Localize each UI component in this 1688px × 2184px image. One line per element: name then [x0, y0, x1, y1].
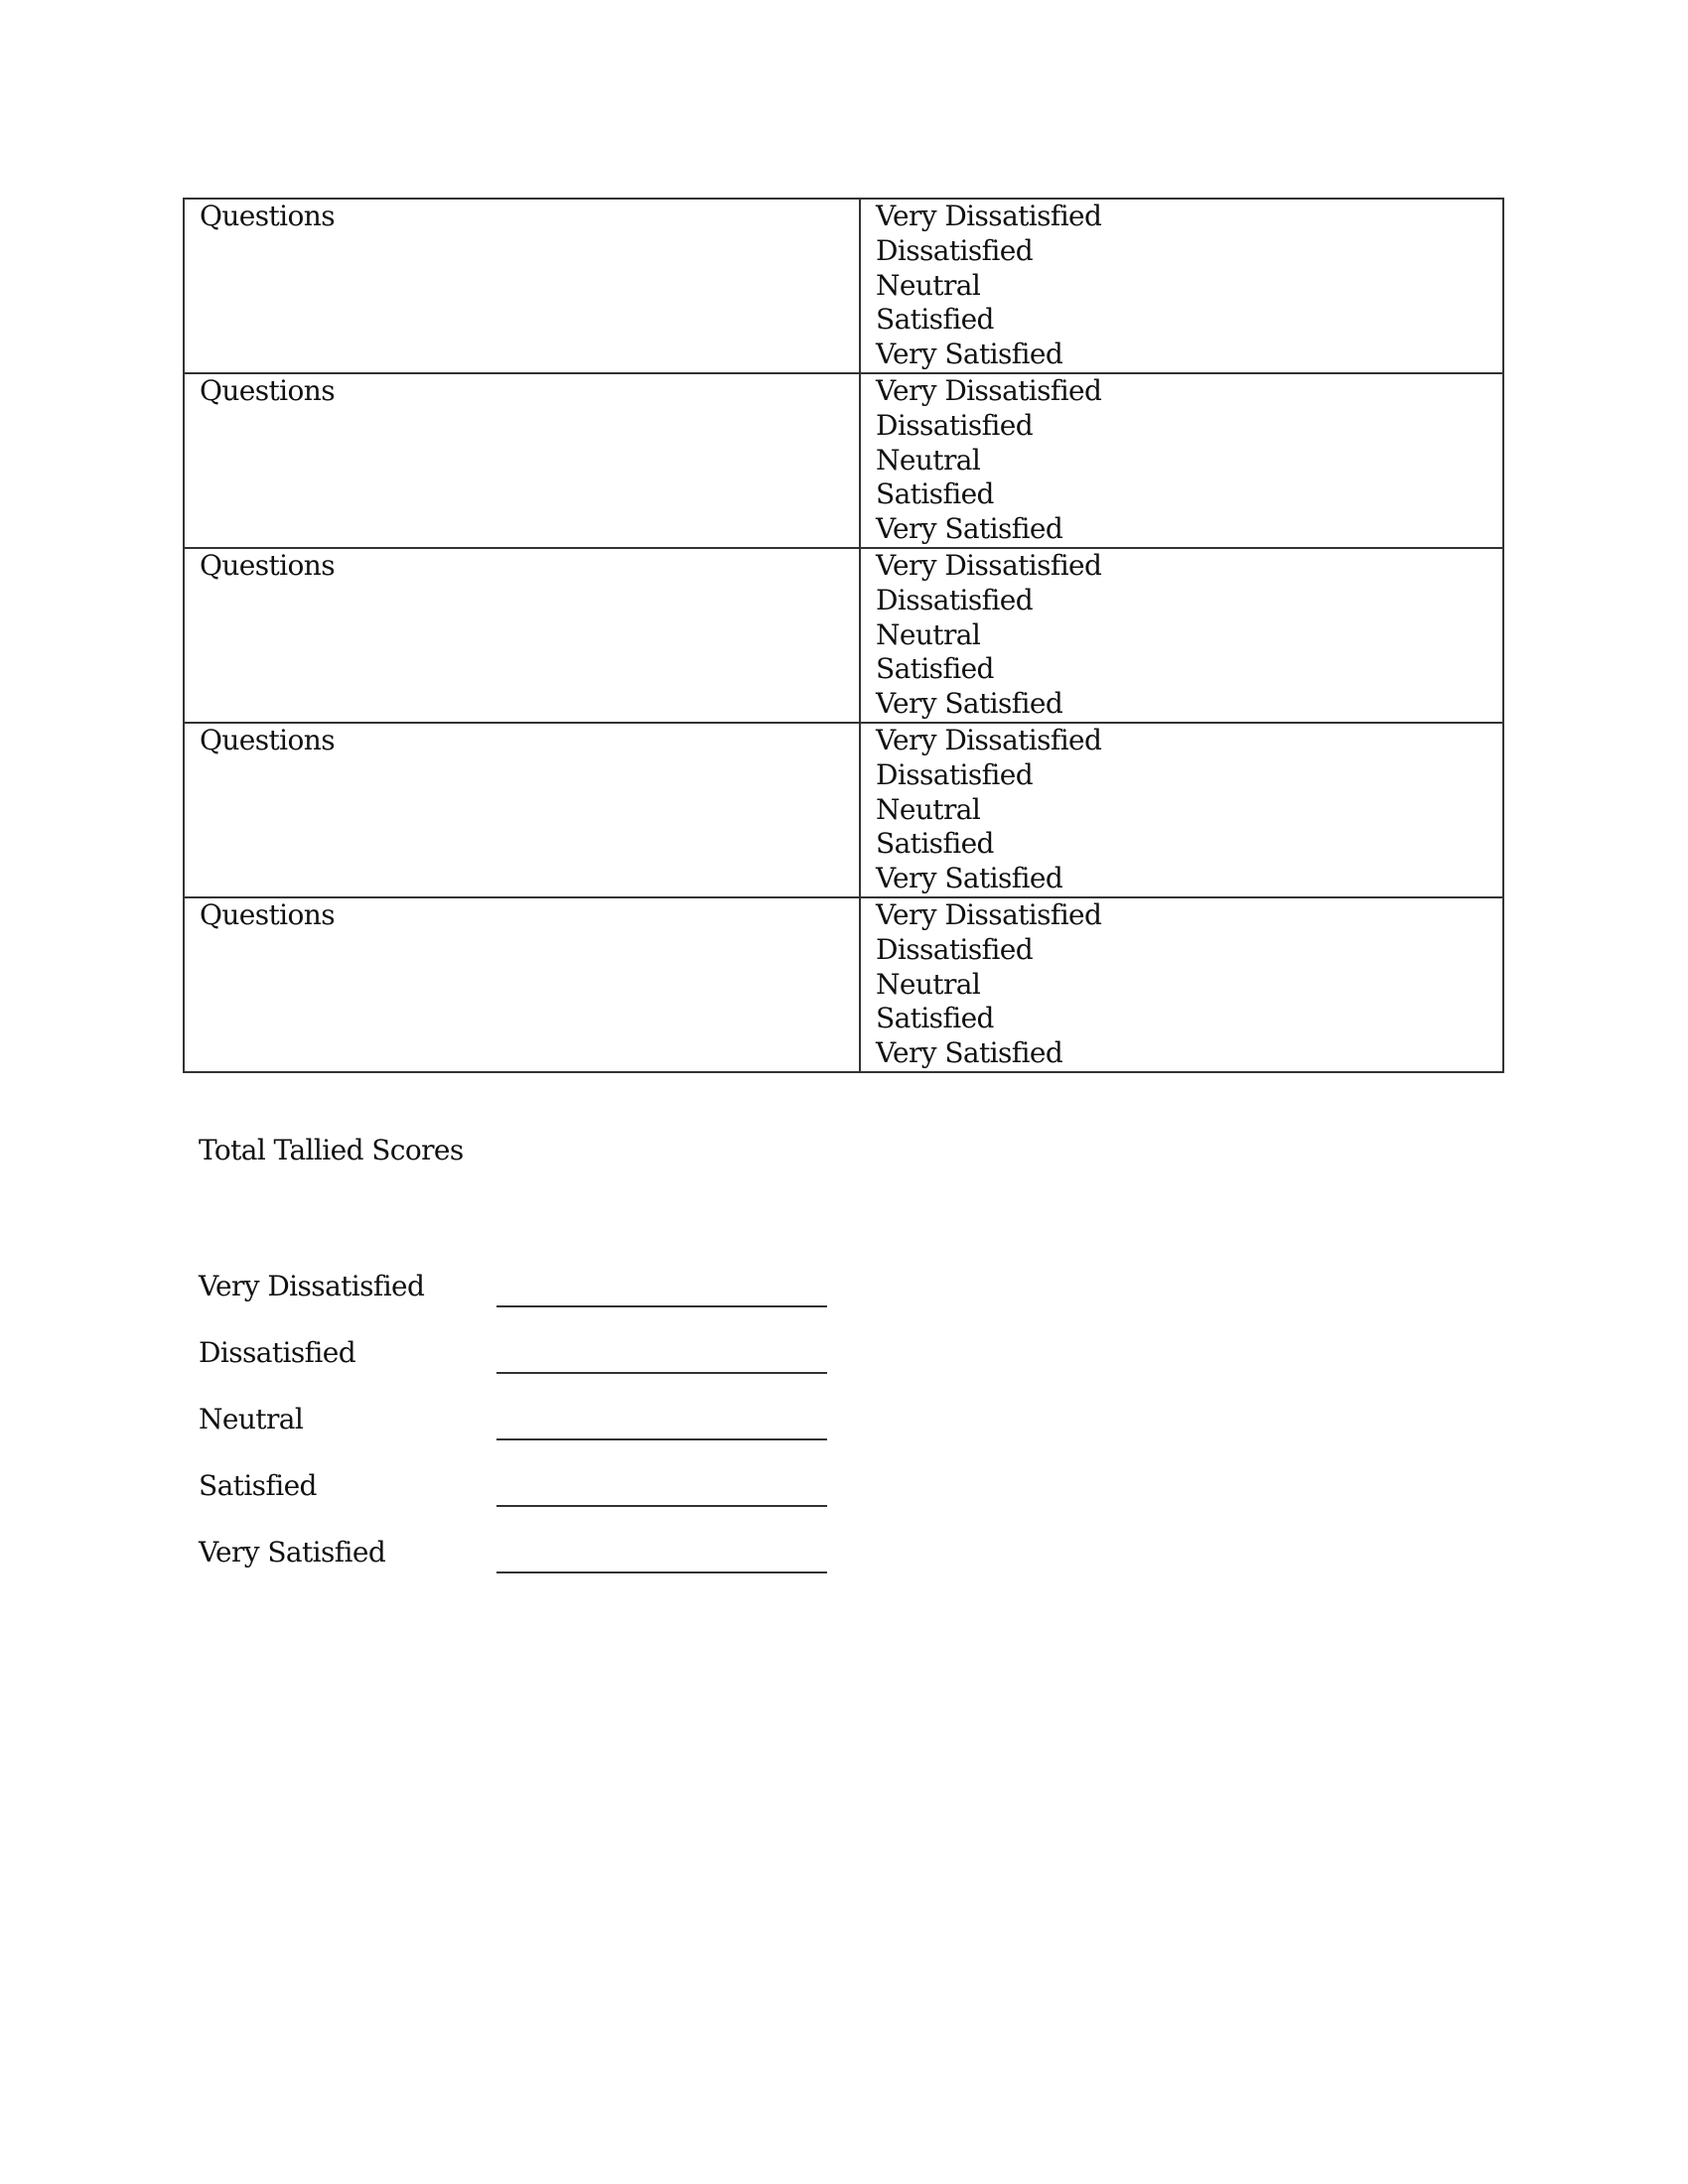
option-satisfied: Satisfied: [876, 1002, 994, 1035]
tally-blank-line[interactable]: [496, 1571, 827, 1573]
option-very-satisfied: Very Satisfied: [876, 1036, 1063, 1070]
tally-row-satisfied: [199, 1469, 834, 1509]
option-very-dissatisfied: Very Dissatisfied: [876, 200, 1102, 232]
tally-blank-line[interactable]: [496, 1372, 827, 1374]
question-cell: [184, 548, 860, 723]
question-text: Questions: [200, 200, 335, 232]
question-text: Questions: [200, 373, 335, 407]
option-neutral: Neutral: [876, 268, 981, 302]
option-satisfied: Satisfied: [876, 478, 994, 511]
option-very-dissatisfied: Very Dissatisfied: [876, 548, 1102, 582]
option-dissatisfied: Dissatisfied: [876, 233, 1034, 267]
option-very-satisfied: Very Satisfied: [876, 862, 1063, 895]
tally-row-neutral: [199, 1403, 834, 1442]
table-row: [184, 199, 1503, 373]
option-very-dissatisfied: Very Dissatisfied: [876, 897, 1102, 931]
option-very-satisfied: Very Satisfied: [876, 512, 1063, 546]
options-cell: [860, 897, 1503, 1072]
options-cell: [860, 373, 1503, 548]
survey-table: [183, 198, 1504, 1073]
option-dissatisfied: Dissatisfied: [876, 757, 1034, 791]
option-neutral: Neutral: [876, 967, 981, 1001]
table-row: [184, 548, 1503, 723]
option-dissatisfied: Dissatisfied: [876, 408, 1034, 442]
question-cell: [184, 373, 860, 548]
tally-row-very-satisfied: [199, 1536, 834, 1575]
question-text: Questions: [200, 897, 335, 931]
options-cell: [860, 199, 1503, 373]
option-very-dissatisfied: Very Dissatisfied: [876, 373, 1102, 407]
table-row: [184, 373, 1503, 548]
table-row: [184, 723, 1503, 897]
tally-label: Very Dissatisfied: [199, 1270, 425, 1302]
tally-label: Very Satisfied: [199, 1536, 386, 1569]
tally-row-very-dissatisfied: [199, 1270, 834, 1309]
question-cell: [184, 199, 860, 373]
option-neutral: Neutral: [876, 617, 981, 651]
option-very-satisfied: Very Satisfied: [876, 687, 1063, 721]
question-cell: [184, 897, 860, 1072]
option-neutral: Neutral: [876, 792, 981, 826]
option-satisfied: Satisfied: [876, 652, 994, 686]
option-very-satisfied: Very Satisfied: [876, 338, 1063, 371]
option-satisfied: Satisfied: [876, 827, 994, 861]
tally-blank-line[interactable]: [496, 1305, 827, 1307]
tally-blank-line[interactable]: [496, 1505, 827, 1507]
question-cell: [184, 723, 860, 897]
tally-row-dissatisfied: [199, 1336, 834, 1376]
tally-label: Neutral: [199, 1403, 304, 1435]
options-cell: [860, 723, 1503, 897]
option-satisfied: Satisfied: [876, 303, 994, 337]
option-neutral: Neutral: [876, 443, 981, 477]
option-dissatisfied: Dissatisfied: [876, 932, 1034, 966]
option-very-dissatisfied: Very Dissatisfied: [876, 723, 1102, 756]
option-dissatisfied: Dissatisfied: [876, 583, 1034, 616]
options-cell: [860, 548, 1503, 723]
question-text: Questions: [200, 723, 335, 756]
tally-label: Dissatisfied: [199, 1336, 356, 1369]
tally-label: Satisfied: [199, 1469, 317, 1502]
tally-title: Total Tallied Scores: [199, 1134, 464, 1166]
table-row: [184, 897, 1503, 1072]
question-text: Questions: [200, 548, 335, 582]
tally-blank-line[interactable]: [496, 1438, 827, 1440]
